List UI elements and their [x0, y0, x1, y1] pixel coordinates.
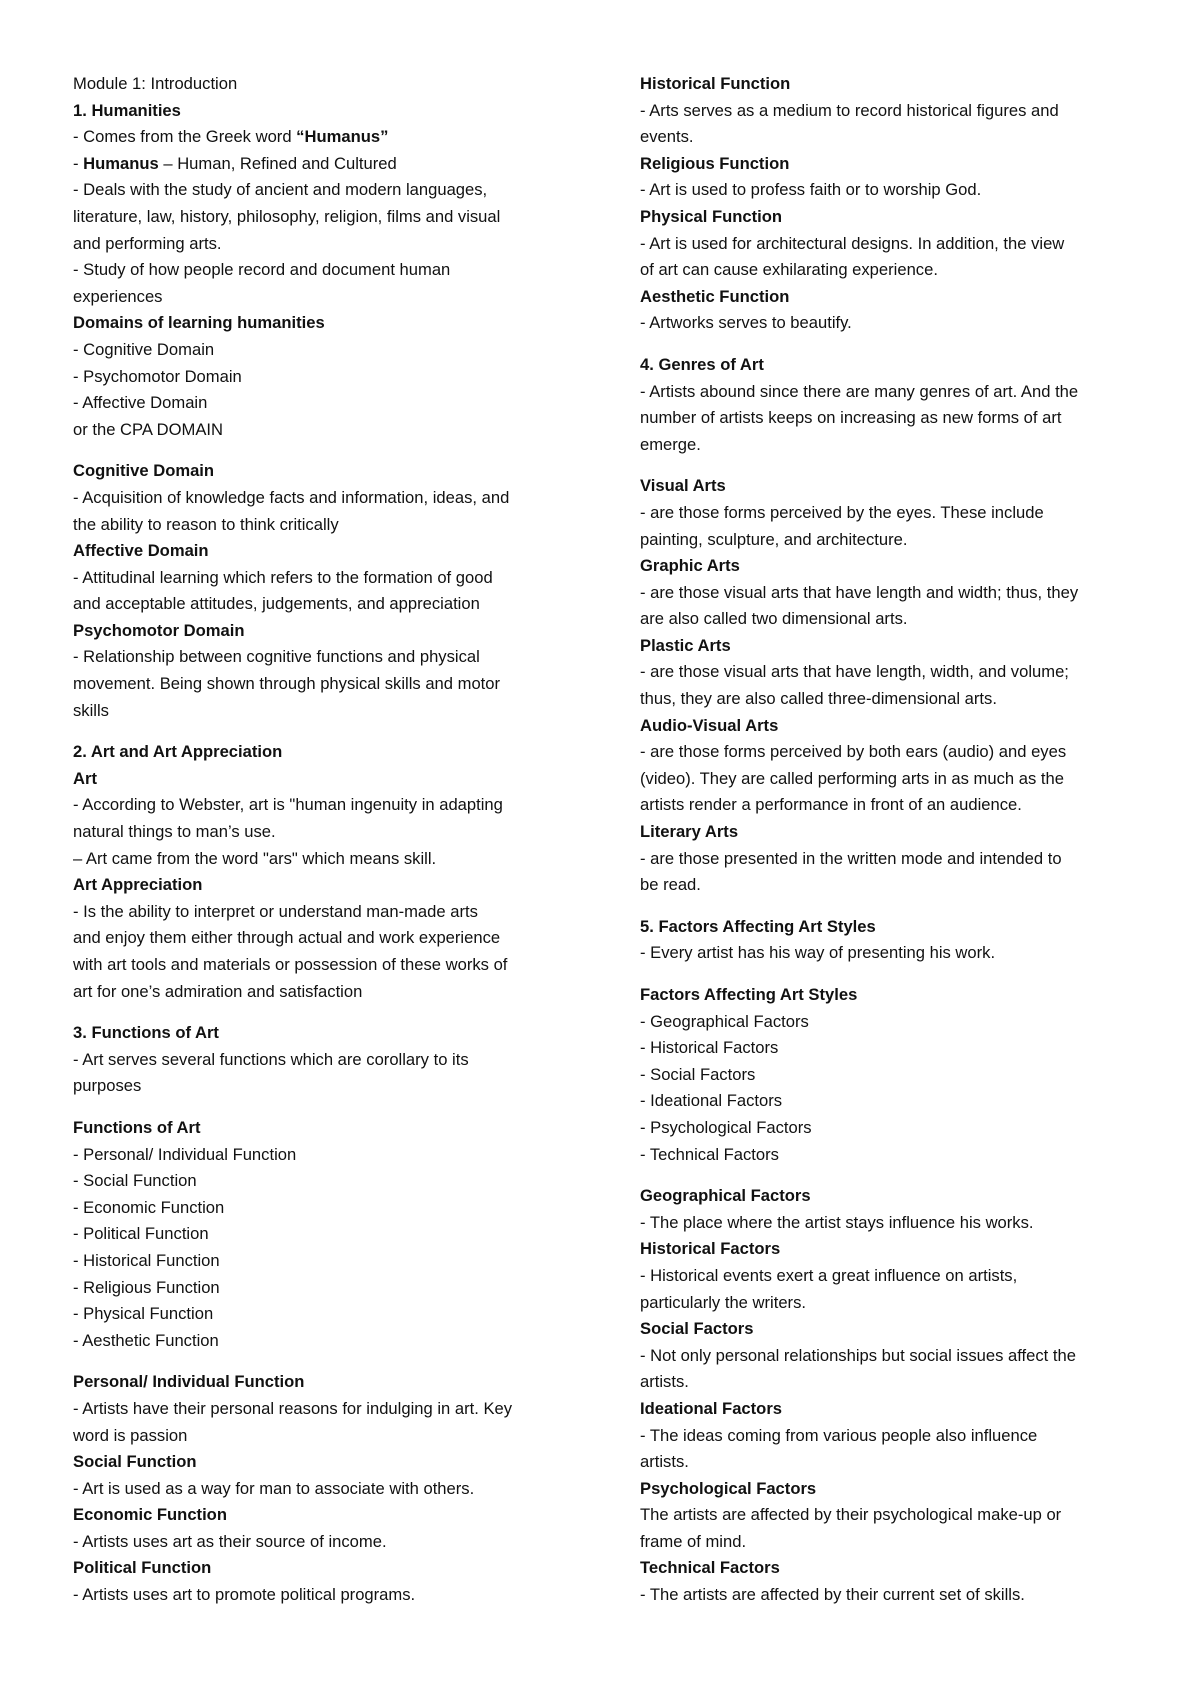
- functions-list-heading: Functions of Art: [73, 1117, 201, 1137]
- social-factors-line: artists.: [640, 1372, 689, 1392]
- cognitive-heading: Cognitive Domain: [73, 461, 215, 481]
- ideational-factors-line: artists.: [640, 1452, 689, 1472]
- domain-list-item: - Cognitive Domain: [73, 339, 215, 359]
- social-function-line: - Art is used as a way for man to associate with others.: [73, 1478, 475, 1498]
- cognitive-line: - Acquisition of knowledge facts and information, ideas, and: [73, 487, 510, 507]
- art-appreciation-section-heading: 2. Art and Art Appreciation: [73, 742, 283, 762]
- psychomotor-line: skills: [73, 700, 109, 720]
- art-line: - According to Webster, art is "human ingenuity in adapting: [73, 795, 503, 815]
- left-column: [73, 71, 573, 1609]
- humanities-deals-line: literature, law, history, philosophy, religion, films and visual: [73, 206, 501, 226]
- historical-function-line: - Arts serves as a medium to record historical figures and: [640, 100, 1059, 120]
- domains-heading: Domains of learning humanities: [73, 313, 325, 333]
- factors-section-heading: 5. Factors Affecting Art Styles: [640, 916, 876, 936]
- domain-list-item: - Psychomotor Domain: [73, 366, 242, 386]
- plastic-arts-line: - are those visual arts that have length, width, and volume;: [640, 662, 1069, 682]
- humanus-definition-line: [73, 151, 573, 178]
- art-heading: Art: [73, 768, 97, 788]
- visual-arts-line: painting, sculpture, and architecture.: [640, 529, 908, 549]
- humanus-dash: -: [73, 153, 84, 173]
- psychological-factors-line: The artists are affected by their psychological make-up or: [640, 1505, 1062, 1525]
- art-line: – Art came from the word "ars" which means skill.: [73, 848, 437, 868]
- factor-list-item: - Psychological Factors: [640, 1117, 812, 1137]
- art-appreciation-heading: Art Appreciation: [73, 875, 203, 895]
- psychomotor-line: movement. Being shown through physical skills and motor: [73, 674, 501, 694]
- audio-visual-arts-line: artists render a performance in front of an audience.: [640, 795, 1022, 815]
- political-function-line: - Artists uses art to promote political programs.: [73, 1585, 416, 1605]
- political-function-heading: Political Function: [73, 1558, 212, 1578]
- art-appreciation-line: art for one’s admiration and satisfaction: [73, 981, 363, 1001]
- religious-function-heading: Religious Function: [640, 153, 790, 173]
- function-list-item: - Social Function: [73, 1171, 197, 1191]
- genres-heading: 4. Genres of Art: [640, 354, 764, 374]
- historical-factors-line: particularly the writers.: [640, 1292, 806, 1312]
- plastic-arts-line: thus, they are also called three-dimensional arts.: [640, 689, 997, 709]
- plastic-arts-heading: Plastic Arts: [640, 635, 731, 655]
- cpa-domain-note: or the CPA DOMAIN: [73, 419, 223, 439]
- genres-line: emerge.: [640, 434, 701, 454]
- humanus-meaning: – Human, Refined and Cultured: [158, 153, 397, 173]
- graphic-arts-line: are also called two dimensional arts.: [640, 609, 908, 629]
- humanities-deals-line: and performing arts.: [73, 233, 222, 253]
- ideational-factors-heading: Ideational Factors: [640, 1398, 783, 1418]
- literary-arts-line: - are those presented in the written mode and intended to: [640, 848, 1062, 868]
- personal-function-line: - Artists have their personal reasons for indulging in art. Key: [73, 1398, 513, 1418]
- graphic-arts-line: - are those visual arts that have length and width; thus, they: [640, 582, 1079, 602]
- factor-list-item: - Historical Factors: [640, 1038, 779, 1058]
- module-title: Module 1: Introduction: [73, 74, 238, 93]
- genres-line: - Artists abound since there are many genres of art. And the: [640, 381, 1079, 401]
- function-list-item: - Political Function: [73, 1224, 209, 1244]
- art-appreciation-line: - Is the ability to interpret or understand man-made arts: [73, 901, 478, 921]
- aesthetic-function-line: - Artworks serves to beautify.: [640, 313, 852, 333]
- psychological-factors-line: frame of mind.: [640, 1531, 747, 1551]
- factors-list-heading: Factors Affecting Art Styles: [640, 985, 858, 1004]
- humanities-heading: 1. Humanities: [73, 100, 181, 120]
- literary-arts-line: be read.: [640, 875, 701, 895]
- humanities-origin-line: [73, 124, 573, 151]
- visual-arts-heading: Visual Arts: [640, 476, 726, 496]
- affective-heading: Affective Domain: [73, 541, 209, 561]
- factor-list-item: - Geographical Factors: [640, 1011, 809, 1031]
- social-function-heading: Social Function: [73, 1452, 197, 1472]
- humanities-study-line: experiences: [73, 286, 163, 306]
- humanities-origin-text: - Comes from the Greek word: [73, 127, 297, 147]
- physical-function-heading: Physical Function: [640, 206, 782, 226]
- humanus-word: Humanus: [83, 153, 159, 173]
- affective-line: - Attitudinal learning which refers to the formation of good: [73, 567, 493, 587]
- psychomotor-heading: Psychomotor Domain: [73, 620, 245, 640]
- functions-section-heading: 3. Functions of Art: [73, 1023, 219, 1043]
- personal-function-line: word is passion: [73, 1425, 188, 1445]
- historical-factors-heading: Historical Factors: [640, 1239, 781, 1259]
- factor-list-item: - Social Factors: [640, 1064, 756, 1084]
- religious-function-line: - Art is used to profess faith or to worship God.: [640, 180, 982, 200]
- graphic-arts-heading: Graphic Arts: [640, 556, 740, 576]
- factors-section-line: - Every artist has his way of presenting his work.: [640, 943, 996, 963]
- psychological-factors-heading: Psychological Factors: [640, 1478, 817, 1498]
- psychomotor-line: - Relationship between cognitive functions and physical: [73, 647, 480, 667]
- humanities-study-line: - Study of how people record and document human: [73, 260, 451, 280]
- art-appreciation-line: and enjoy them either through actual and work experience: [73, 928, 501, 948]
- functions-section-line: - Art serves several functions which are corollary to its: [73, 1049, 469, 1069]
- genres-line: number of artists keeps on increasing as new forms of art: [640, 408, 1062, 428]
- humanities-deals-line: - Deals with the study of ancient and modern languages,: [73, 180, 488, 200]
- function-list-item: - Economic Function: [73, 1197, 225, 1217]
- historical-factors-line: - Historical events exert a great influence on artists,: [640, 1265, 1018, 1285]
- audio-visual-arts-line: - are those forms perceived by both ears (audio) and eyes: [640, 742, 1067, 762]
- function-list-item: - Personal/ Individual Function: [73, 1144, 297, 1164]
- humanus-term: “Humanus”: [296, 127, 389, 147]
- ideational-factors-line: - The ideas coming from various people also influence: [640, 1425, 1038, 1445]
- social-factors-heading: Social Factors: [640, 1319, 754, 1339]
- cognitive-line: the ability to reason to think critically: [73, 514, 339, 534]
- literary-arts-heading: Literary Arts: [640, 822, 739, 842]
- factor-list-item: - Ideational Factors: [640, 1091, 783, 1111]
- personal-function-heading: Personal/ Individual Function: [73, 1372, 305, 1392]
- right-column: [640, 71, 1140, 1609]
- audio-visual-arts-heading: Audio-Visual Arts: [640, 715, 779, 735]
- aesthetic-function-heading: Aesthetic Function: [640, 286, 790, 306]
- function-list-item: - Religious Function: [73, 1277, 220, 1297]
- affective-line: and acceptable attitudes, judgements, and appreciation: [73, 594, 480, 614]
- economic-function-heading: Economic Function: [73, 1505, 227, 1525]
- physical-function-line: of art can cause exhilarating experience.: [640, 260, 938, 280]
- geographical-factors-line: - The place where the artist stays influence his works.: [640, 1212, 1034, 1232]
- economic-function-line: - Artists uses art as their source of income.: [73, 1531, 387, 1551]
- domain-list-item: - Affective Domain: [73, 393, 208, 413]
- geographical-factors-heading: Geographical Factors: [640, 1186, 811, 1206]
- functions-section-line: purposes: [73, 1076, 142, 1096]
- function-list-item: - Aesthetic Function: [73, 1330, 219, 1350]
- art-line: natural things to man’s use.: [73, 822, 276, 842]
- historical-function-heading: Historical Function: [640, 74, 791, 93]
- social-factors-line: - Not only personal relationships but social issues affect the: [640, 1345, 1076, 1365]
- function-list-item: - Historical Function: [73, 1250, 220, 1270]
- function-list-item: - Physical Function: [73, 1304, 214, 1324]
- technical-factors-heading: Technical Factors: [640, 1558, 780, 1578]
- factor-list-item: - Technical Factors: [640, 1144, 779, 1164]
- audio-visual-arts-line: (video). They are called performing arts in as much as the: [640, 768, 1064, 788]
- technical-factors-line: - The artists are affected by their current set of skills.: [640, 1585, 1025, 1605]
- art-appreciation-line: with art tools and materials or possession of these works of: [73, 955, 508, 974]
- physical-function-line: - Art is used for architectural designs. In addition, the view: [640, 233, 1065, 253]
- visual-arts-line: - are those forms perceived by the eyes. These include: [640, 502, 1044, 522]
- historical-function-line: events.: [640, 127, 694, 147]
